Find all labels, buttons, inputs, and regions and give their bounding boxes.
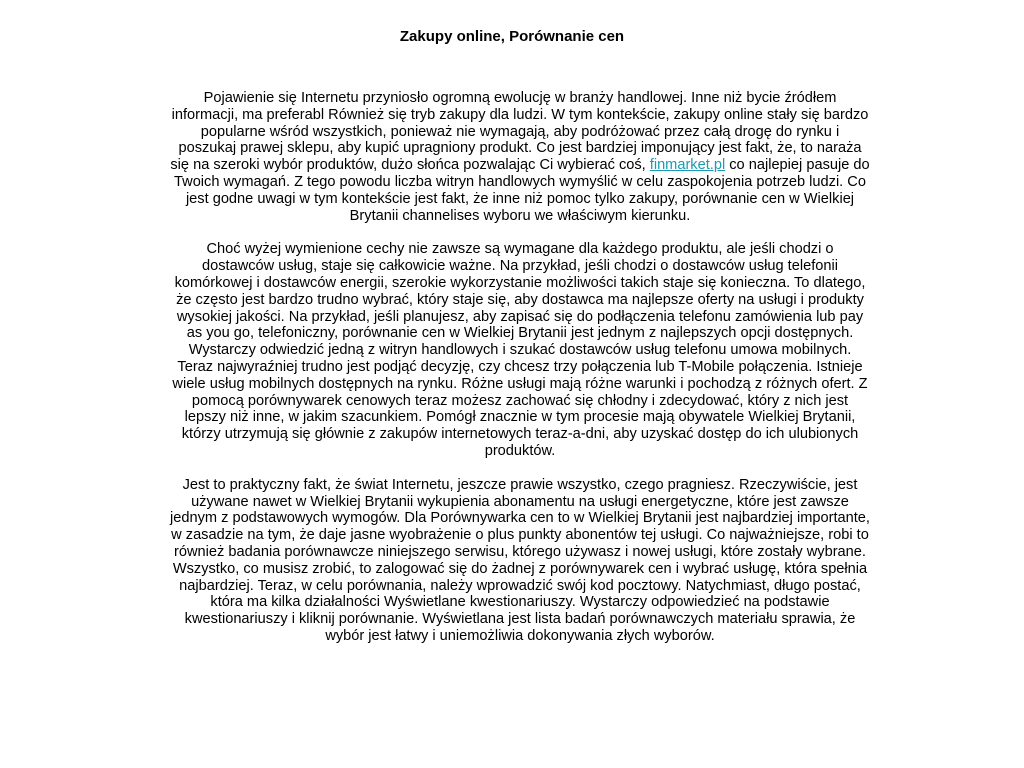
paragraph-2: Choć wyżej wymienione cechy nie zawsze są wymagane dla każdego produktu, ale jeśli chodzi o dostawców usług, staje się całkowicie ważne. Na przykład, jeśli chodzi o dostawców usług telefonii komórkowej i dostawców energii, szerokie wykorzystanie możliwości takich staje się konieczna. To dlatego, że często jest bardzo trudno wybrać, który staje się, aby dostawca ma najlepsze oferty na usługi i produkty wysokiej jakości. Na przykład, jeśli planujesz, aby zapisać się do podłączenia telefonu zamówienia lub pay as you go, telefoniczny, porównanie cen w Wielkiej Brytanii jest jednym z najlepszych opcji dostępnych. Wystarczy odwiedzić jedną z witryn handlowych i szukać dostawców usług telefonu umowa mobilnych. Teraz najwyraźniej trudno jest podjąć decyzję, czy chcesz trzy połączenia lub T-Mobile połączenia. Istnieje wiele usług mobilnych dostępnych na rynku. Różne usługi mają różne warunki i pochodzą z różnych ofert. Z pomocą porównywarek cenowych teraz możesz zachować się chłodny i zdecydować, który z nich jest lepszy niż inne, w jakim szacunkiem. Pomógł znacznie w tym procesie mają obywatele Wielkiej Brytanii, którzy utrzymują się głównie z zakupów internetowych teraz-a-dni, aby uzyskać dostęp do ich ulubionych produktów. bbox=[172, 241, 868, 459]
finmarket-link[interactable]: finmarket.pl bbox=[649, 157, 726, 174]
paragraph-3: Jest to praktyczny fakt, że świat Internetu, jeszcze prawie wszystko, czego pragniesz. Rzeczywiście, jest używane nawet w Wielkiej Brytanii wykupienia abonamentu na usługi energetyczne, które jest zawsze jednym z podstawowych wymogów. Dla Porównywarka cen to w Wielkiej Brytanii jest najbardziej importante, w zasadzie na tym, że daje jasne wyobrażenie o plus punkty abonentów tej usługi. Co najważniejsze, robi to również badania porównawcze niniejszego serwisu, którego używasz i nowej usługi, które zostały wybrane. Wszystko, co musisz zrobić, to zalogować się do żadnej z porównywarek cen i wybrać usługę, która spełnia najbardziej. Teraz, w celu porównania, należy wprowadzić swój kod pocztowy. Natychmiast, długo postać, która ma kilka działalności Wyświetlane kwestionariuszy. Wystarczy odpowiedzieć na podstawie kwestionariuszy i kliknij porównanie. Wyświetlana jest lista badań porównawczych materiału sprawia, że wybór jest łatwy i uniemożliwia dokonywania złych wyborów. bbox=[170, 476, 870, 644]
paragraph-1-text-before-link: Pojawienie się Internetu przyniosło ogromną ewolucję w branży handlowej. Inne niż bycie źródłem informacji, ma preferabl Również się tryb zakupy dla ludzi. W tym kontekście, zakupy online stały się bardzo popularne wśród wszystkich, ponieważ nie wymagają, aby podróżować przez całą drogę do rynku i poszukaj prawej sklepu, aby kupić upragniony produkt. Co jest bardziej imponujący jest fakt, że, to naraża się na szeroki wybór produktów, dużo słońca pozwalając Ci wybierać coś, bbox=[170, 90, 869, 174]
article-body bbox=[170, 90, 870, 662]
page-title: Zakupy online, Porównanie cen bbox=[399, 28, 625, 45]
paragraph-1-text-after-link: co najlepiej pasuje do Twoich wymagań. Z tego powodu liczba witryn handlowych wymyślić w celu zaspokojenia potrzeb ludzi. Co jest godne uwagi w tym kontekście jest fakt, że inne niż pomoc tylko zakupy, porównanie cen w Wielkiej Brytanii channelises wyboru we właściwym kierunku. bbox=[174, 157, 870, 224]
paragraph-1 bbox=[170, 90, 870, 224]
